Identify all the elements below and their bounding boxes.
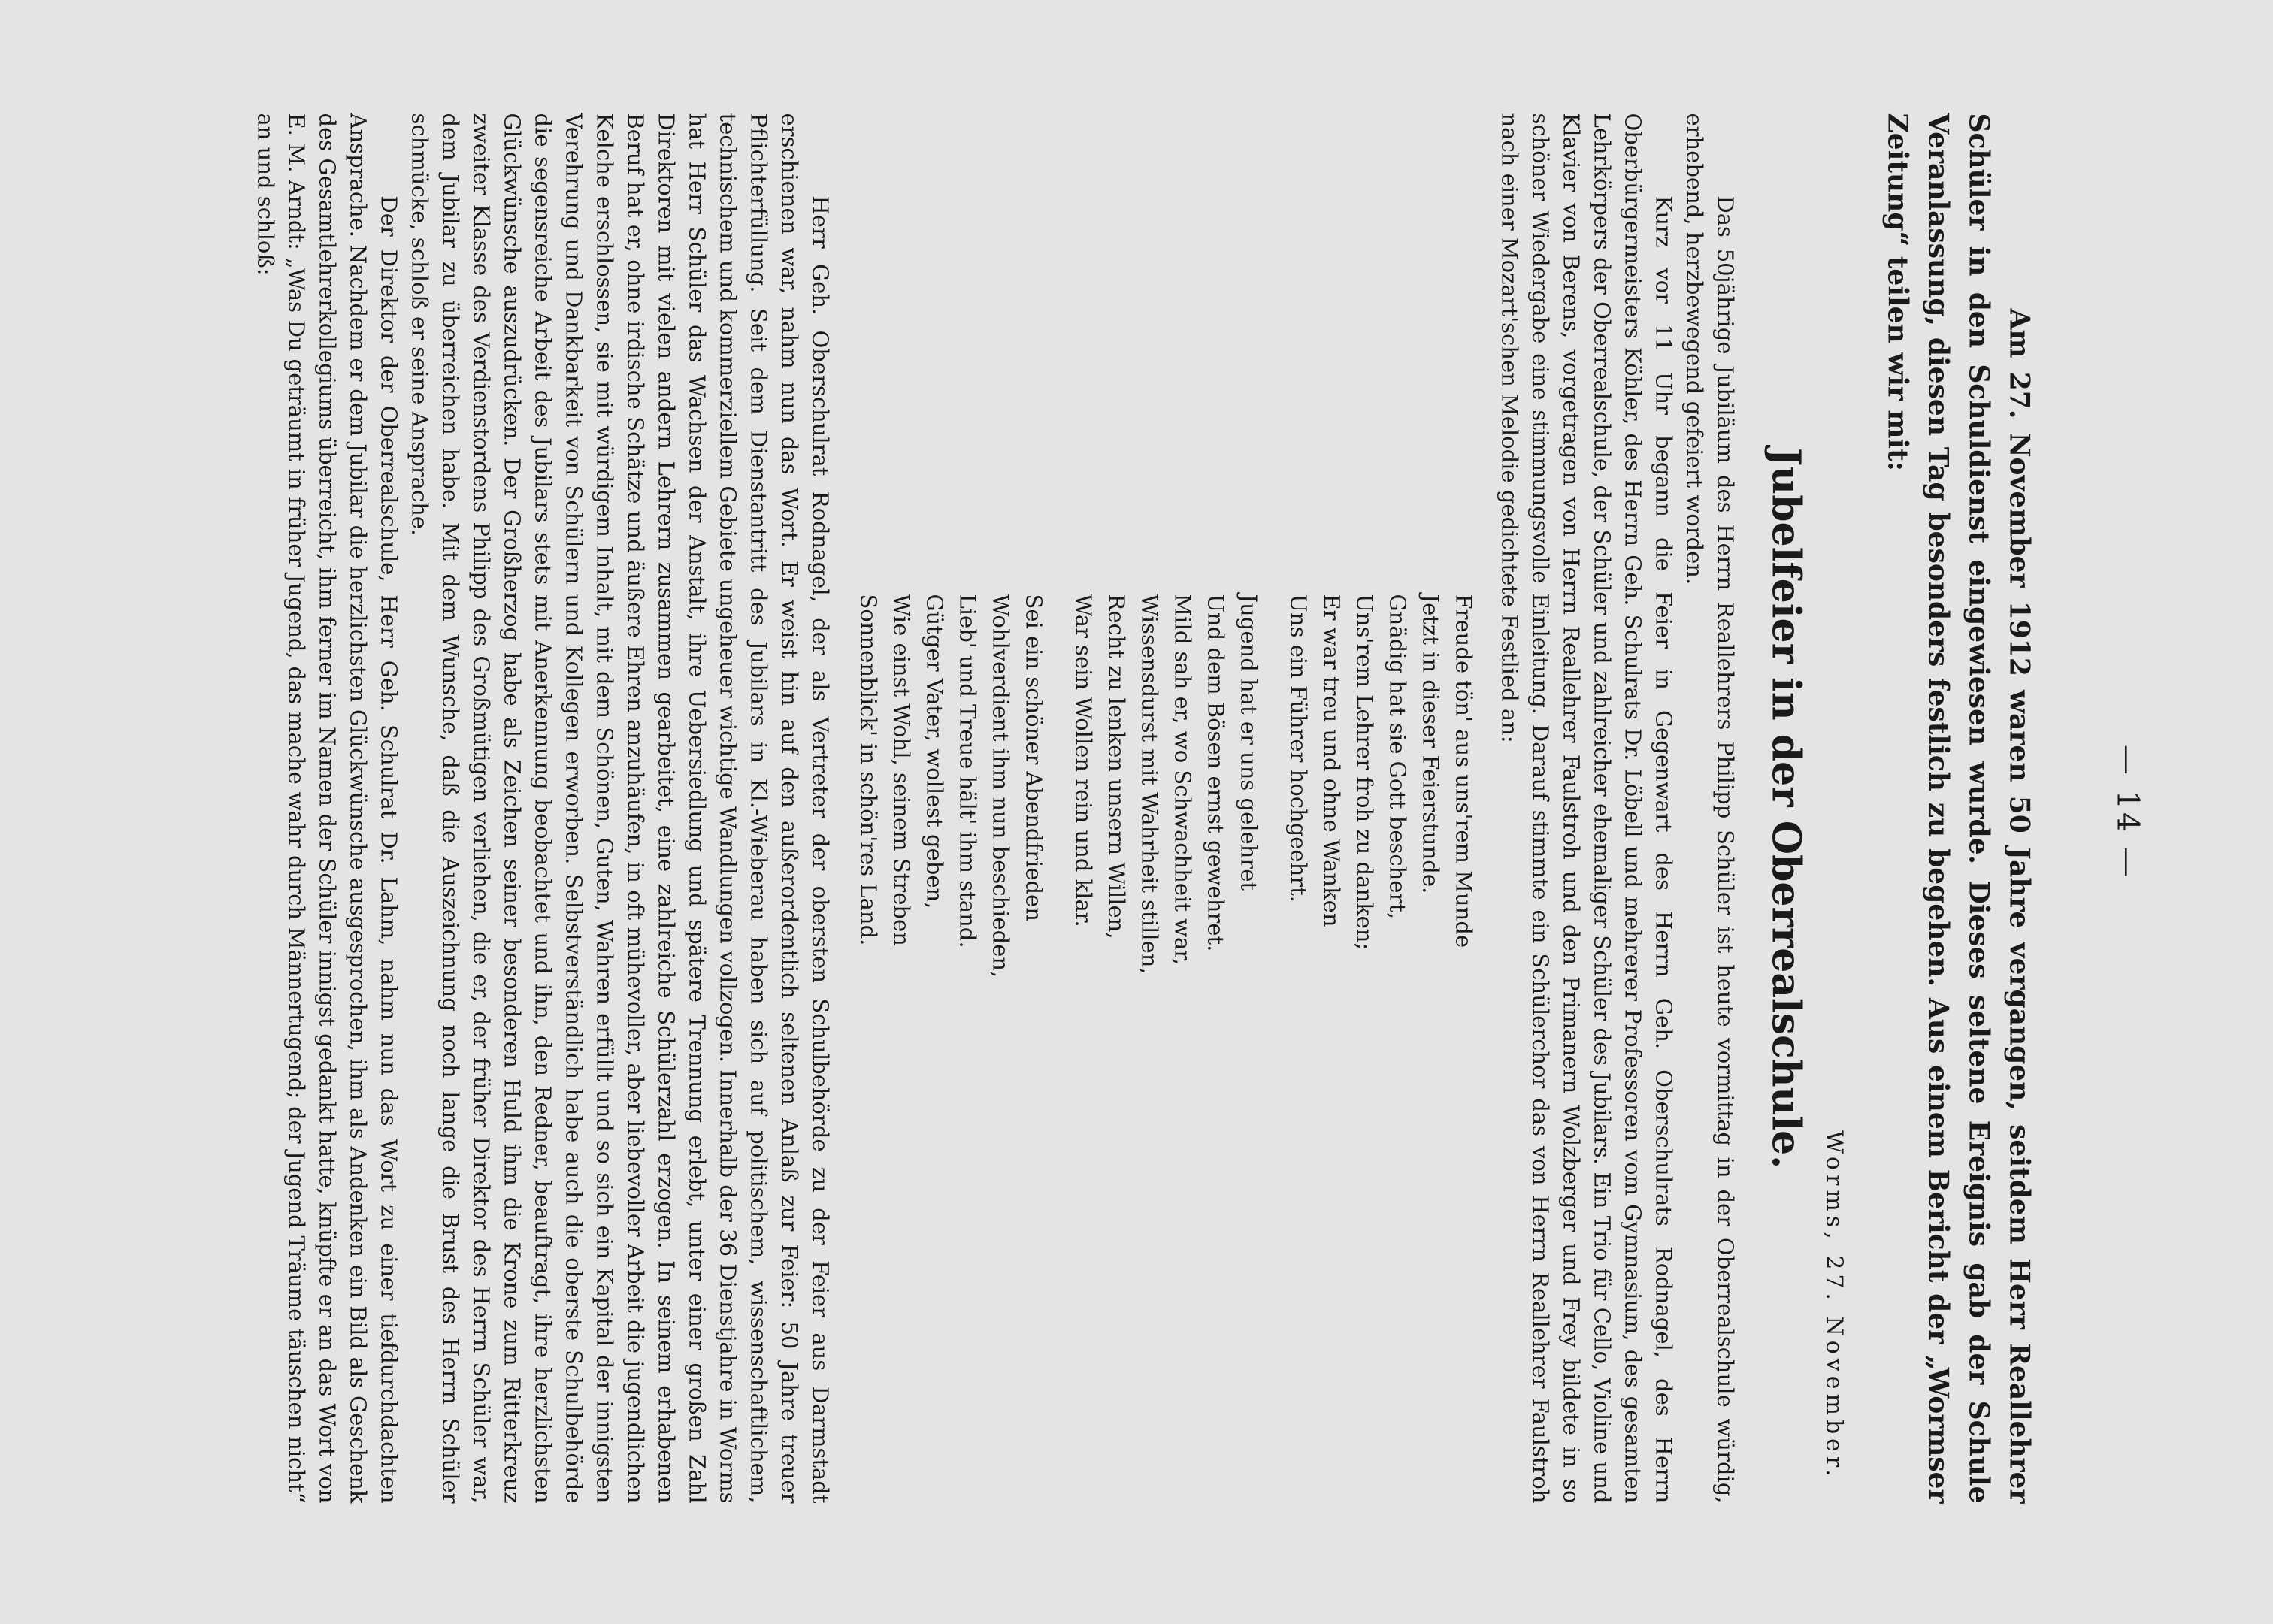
dateline: Worms, 27. November.	[1821, 1130, 1848, 1481]
verse-line: Sonnenblick' in schön'res Land.	[855, 594, 882, 946]
page-number: — 14 —	[2110, 744, 2145, 881]
rotated-sheet	[0, 1, 2273, 1624]
verse-line: Gütger Vater, wollest geben,	[922, 594, 948, 909]
speech-paragraph: Herr Geh. Oberschulrat Rodnagel, der als Vertreter der obersten Schulbehörde zu der Feier aus Darmstadt erschienen war, nahm nun das Wort. Er weist hin auf den außerordentlich seltenen Anlaß zur Feier: 50 Jahre treuer Pflichterfüllung. Seit dem Dienstantritt des Jubilars in Kl.-Wieberau haben sich auf politischem, wissenschaftlichem, technischem und kommerziellem Gebiete ungeheuer wichtige Wandlungen vollzogen. Innerhalb der 36 Dienstjahre in Worms hat Herr Schüler das Wachsen der Anstalt, ihre Uebersiedlung und spätere Trennung erlebt, unter einer großen Zahl Direktoren mit vielen andern Lehrern zusammen gearbeitet, eine zahlreiche Schülerzahl erzogen. In seinem erhabenen Beruf hat er, ohne irdische Schätze und äußere Ehren anzuhäufen, in oft mühevoller, aber liebevoller Arbeit die jugendlichen Kelche erschlossen, sie mit würdigem Inhalt, mit dem Schönen, Guten, Wahren erfüllt und so sich ein Kapital der innigsten Verehrung und Dankbarkeit von Schülern und Kollegen erworben. Selbstverständlich habe auch die oberste Schulbehörde die segensreiche Arbeit des Jubilars stets mit Anerkennung beobachtet und ihn, den Redner, beauftragt, ihre herzlichsten Glückwünsche auszudrücken. Der Großherzog habe als Zeichen seiner besonderen Huld ihm die Krone zum Ritterkreuz zweiter Klasse des Verdienstordens Philipp des Großmütigen verliehen, die er, der früher Direktor des Herrn Schüler war, dem Jubilar zu überreichen habe. Mit dem Wunsche, daß die Auszeichnung noch lange die Brust des Herrn Schüler schmücke, schloß er seine Ansprache.	[407, 113, 834, 1504]
article-headline: Jubelfeier in der Oberrealschule.	[1763, 447, 1809, 1169]
verse-line: Wie einst Wohl, seinem Streben	[888, 594, 915, 946]
verse-line: War sein Wollen rein und klar.	[1070, 594, 1097, 927]
verse-line: Mild sah er, wo Schwachheit war,	[1170, 594, 1196, 966]
verse-line: Uns ein Führer hochgeehrt.	[1285, 594, 1312, 903]
poem-stanza	[852, 594, 1051, 1504]
poem-stanza	[1282, 594, 1481, 1504]
ceremony-paragraph: Kurz vor 11 Uhr begann die Feier in Gegenwart des Herrn Geh. Oberschulrats Rodnagel, des Herrn Oberbürgermeisters Köhler, des Herrn Geh. Schulrats Dr. Löbell und mehrerer Professoren vom Gymnasium, des gesamten Lehrkörpers der Oberrealschule, der Schüler und zahlreicher ehemaliger Schüler des Jubilars. Ein Trio für Cello, Violine und Klavier von Berens, vorgetragen von Herrn Reallehrer Faulstroh und den Primanern Wolzberger und Frey bildete in so schöner Wiedergabe eine stimmungsvolle Einleitung. Darauf stimmte ein Schülerchor das von Herrn Reallehrer Faulstroh nach einer Mozart'schen Melodie gedichtete Festlied an:	[1497, 113, 1677, 1504]
verse-line: Freude tön' aus uns'rem Munde	[1451, 594, 1477, 948]
verse-line: Sei ein schöner Abendfrieden	[1021, 594, 1047, 921]
verse-line: Jetzt in dieser Feierstunde.	[1418, 594, 1444, 894]
intro-paragraph: Das 50jährige Jubiläum des Herrn Reallehrers Philipp Schüler ist heute vormittag in der Oberrealschule würdig, erhebend, herzbewegend gefeiert worden.	[1681, 113, 1739, 1504]
verse-line: Jugend hat er uns gelehret	[1236, 594, 1262, 891]
page-content	[250, 113, 2040, 1504]
festlied-poem	[852, 594, 1481, 1504]
verse-line: Wissensdurst mit Wahrheit stillen,	[1136, 594, 1163, 975]
verse-line: Er war treu und ohne Wanken	[1318, 594, 1345, 927]
verse-line: Lieb' und Treue hält' ihm stand.	[955, 594, 981, 948]
verse-line: Recht zu lenken unsern Willen,	[1103, 594, 1130, 939]
lead-paragraph: Am 27. November 1912 waren 50 Jahre vergangen, seitdem Herr Reallehrer Schüler in den Schuldienst eingewiesen wurde. Dieses seltene Ereignis gab der Schule Veranlassung, diesen Tag besonders festlich zu begehen. Aus einem Bericht der „Wormser Zeitung“ teilen wir mit:	[1881, 113, 2035, 1504]
director-paragraph: Der Direktor der Oberrealschule, Herr Geh. Schulrat Dr. Lahm, nahm nun das Wort zu einer tiefdurchdachten Ansprache. Nachdem er dem Jubilar die herzlichsten Glückwünsche ausgesprochen, ihm als Andenken ein Bild als Geschenk des Gesamtlehrerkollegiums überreicht, ihm ferner im Namen der Schüler innigst gedankt hatte, knüpfte er an das Wort von E. M. Arndt: „Was Du geträumt in früher Jugend, das mache wahr durch Männertugend; der Jugend Träume täuschen nicht“ an und schloß:	[253, 113, 402, 1504]
verse-line: Uns'rem Lehrer froh zu danken;	[1351, 594, 1378, 951]
verse-line: Gnädig hat sie Gott beschert,	[1385, 594, 1411, 920]
poem-stanza	[1067, 594, 1266, 1504]
verse-line: Und dem Bösen ernst gewehret.	[1203, 594, 1229, 952]
verse-line: Wohlverdient ihm nun beschieden,	[988, 594, 1014, 978]
